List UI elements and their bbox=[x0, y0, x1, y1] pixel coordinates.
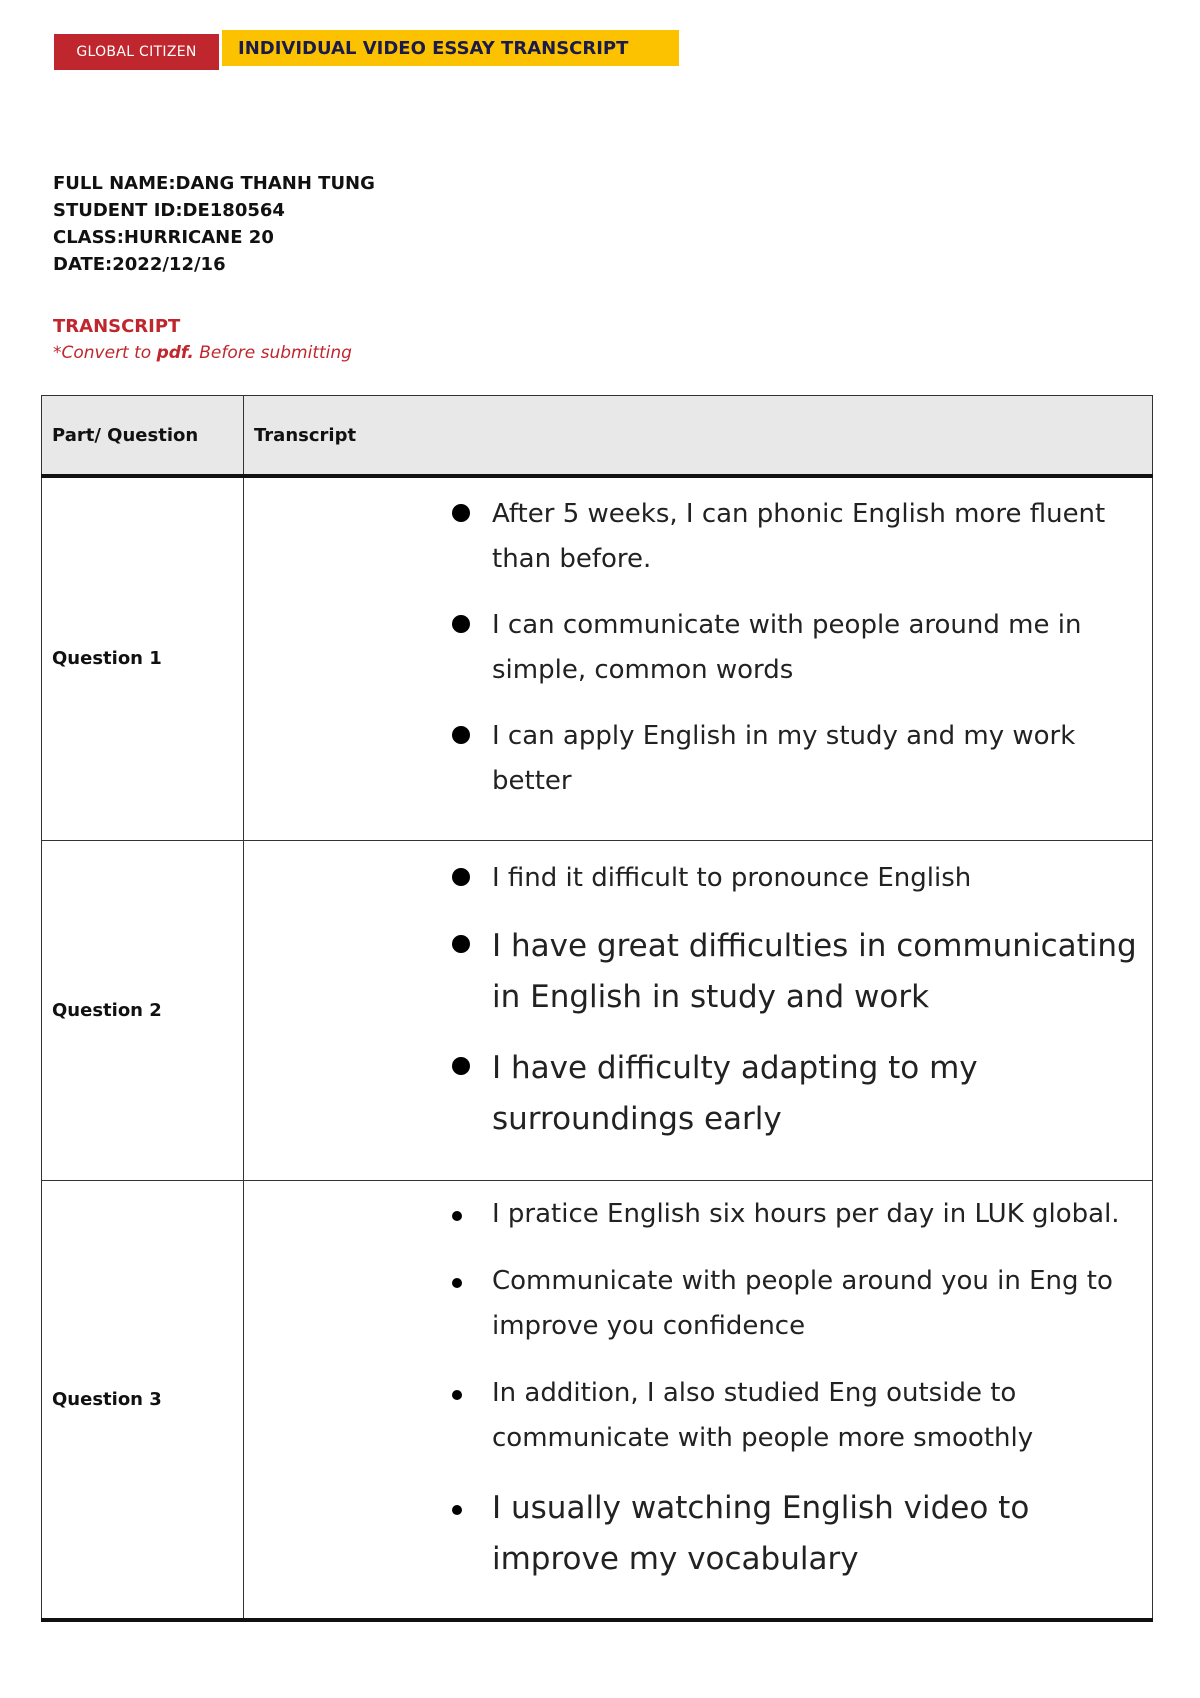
student-info bbox=[53, 170, 375, 278]
bullet-icon bbox=[452, 935, 470, 953]
list-item-text: I can apply English in my study and my work better bbox=[492, 721, 1076, 797]
list-item bbox=[452, 1043, 1152, 1145]
document-header bbox=[54, 30, 679, 70]
list-item-text: I usually watching English video to improve my vocabulary bbox=[492, 1489, 1030, 1577]
list-item bbox=[452, 1192, 1152, 1237]
global-citizen-badge: GLOBAL CITIZEN bbox=[54, 34, 219, 70]
list-item bbox=[452, 603, 1152, 693]
section-title: TRANSCRIPT bbox=[53, 316, 181, 337]
list-item-text: I have great difficulties in communicating in English in study and work bbox=[492, 927, 1137, 1015]
transcript-cell bbox=[244, 840, 1153, 1180]
note-suffix: Before submitting bbox=[193, 343, 352, 363]
list-item bbox=[452, 921, 1152, 1023]
list-item bbox=[452, 1259, 1152, 1349]
list-item bbox=[452, 492, 1152, 582]
bullet-icon bbox=[452, 726, 470, 744]
class-name: CLASS:HURRICANE 20 bbox=[53, 227, 274, 248]
bullet-icon bbox=[452, 1278, 462, 1288]
bullet-icon bbox=[452, 1057, 470, 1075]
list-item bbox=[452, 714, 1152, 804]
bullet-icon bbox=[452, 868, 470, 886]
full-name: FULL NAME:DANG THANH TUNG bbox=[53, 173, 375, 194]
list-item bbox=[452, 1483, 1152, 1585]
list-item-text: After 5 weeks, I can phonic English more fluent than before. bbox=[492, 499, 1106, 575]
bullet-icon bbox=[452, 1211, 462, 1221]
bullet-icon bbox=[452, 1505, 462, 1515]
question-label: Question 1 bbox=[42, 476, 244, 840]
transcript-table bbox=[41, 395, 1153, 1622]
list-item-text: I can communicate with people around me in simple, common words bbox=[492, 610, 1082, 686]
submission-note bbox=[53, 343, 352, 363]
list-item-text: I have difficulty adapting to my surroundings early bbox=[492, 1049, 978, 1137]
note-prefix: *Convert to bbox=[53, 343, 157, 363]
bullet-icon bbox=[452, 615, 470, 633]
date: DATE:2022/12/16 bbox=[53, 254, 226, 275]
header-part-question: Part/ Question bbox=[42, 396, 244, 477]
bullet-icon bbox=[452, 504, 470, 522]
table-row bbox=[42, 1180, 1153, 1620]
transcript-cell bbox=[244, 1180, 1153, 1620]
list-item bbox=[452, 856, 1152, 901]
bullet-list bbox=[244, 1192, 1152, 1585]
question-label: Question 3 bbox=[42, 1180, 244, 1620]
question-label: Question 2 bbox=[42, 840, 244, 1180]
header-transcript: Transcript bbox=[244, 396, 1153, 477]
table-row bbox=[42, 840, 1153, 1180]
note-bold: pdf. bbox=[156, 343, 194, 363]
bullet-list bbox=[244, 492, 1152, 804]
list-item-text: I pratice English six hours per day in LUK global. bbox=[492, 1198, 1120, 1229]
list-item-text: In addition, I also studied Eng outside to communicate with people more smoothly bbox=[492, 1377, 1034, 1453]
bullet-list bbox=[244, 856, 1152, 1145]
bullet-icon bbox=[452, 1390, 462, 1400]
document-title: INDIVIDUAL VIDEO ESSAY TRANSCRIPT bbox=[222, 30, 679, 66]
list-item bbox=[452, 1371, 1152, 1461]
student-id: STUDENT ID:DE180564 bbox=[53, 200, 285, 221]
transcript-cell bbox=[244, 476, 1153, 840]
table-row bbox=[42, 476, 1153, 840]
list-item-text: Communicate with people around you in Eng to improve you confidence bbox=[492, 1265, 1113, 1341]
list-item-text: I find it difficult to pronounce English bbox=[492, 862, 972, 893]
table-header-row bbox=[42, 396, 1153, 477]
